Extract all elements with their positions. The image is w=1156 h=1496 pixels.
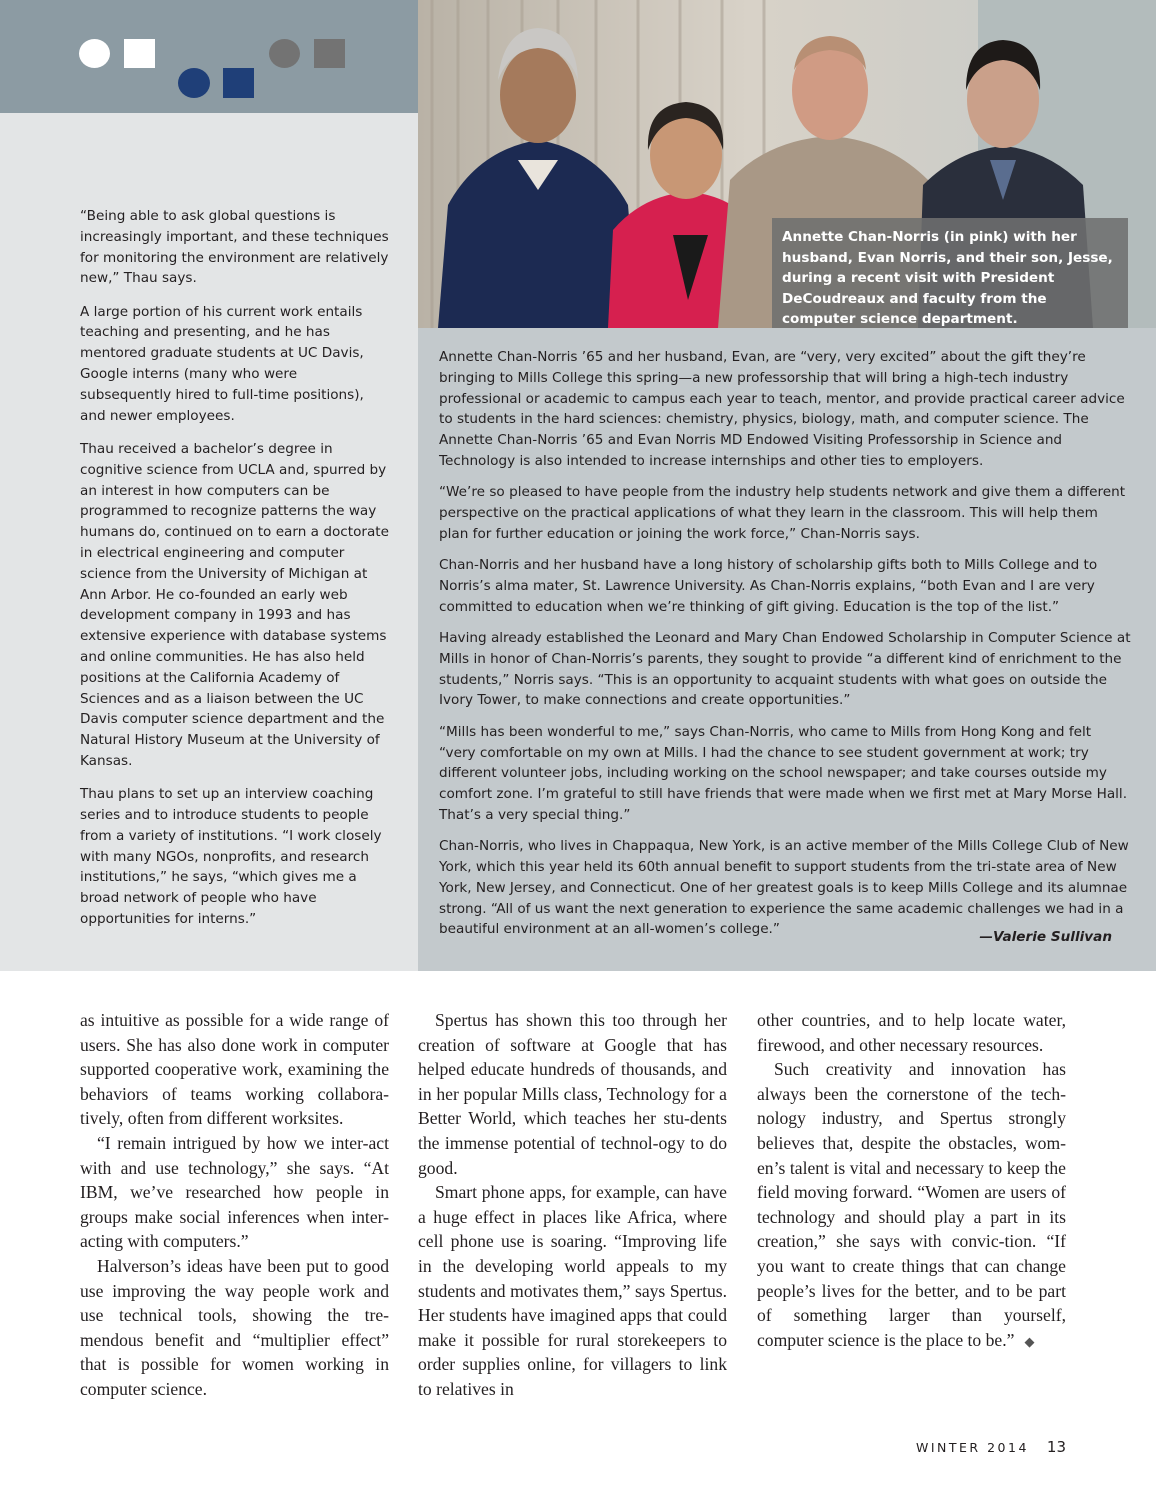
article-paragraph: other countries, and to help locate water, firewood, and other necessary resources. (757, 1010, 1066, 1055)
gray-circle-shape (269, 39, 300, 68)
article-paragraph: Spertus has shown this too through her creation of software at Google that has helped educate hundreds of thousands, and in her popular Mills class, Technology for a Better World, which teaches her stu-dents the immense potential of technol-ogy to do good. (418, 1010, 727, 1178)
feature-paragraph: Chan-Norris and her husband have a long history of scholarship gifts both to Mills College and to Norris’s alma mater, St. Lawrence University. As Chan-Norris explains, “both Evan and I are very committed to education when we’re thinking of gift giving. Education is the top of the list.” (439, 557, 1098, 615)
white-circle-shape (79, 39, 110, 68)
sidebar-paragraph: “Being able to ask global questions is increasingly important, and these techniques for monitoring the environment are relatively new,” Thau says. (80, 208, 389, 287)
feature-paragraph: “We’re so pleased to have people from the industry help students network and give them a different perspective on the practical applications of what they learn in the classroom. This will help them plan for further education or joining the work force,” Chan-Norris says. (439, 484, 1126, 542)
article-paragraph: Halverson’s ideas have been put to good use improving the way people work and use technical tools, showing the tre-mendous benefit and “multiplier effect” that is possible for women working in computer science. (80, 1255, 389, 1399)
sidebar-paragraph: A large portion of his current work entails teaching and presenting, and he has mentored graduate students at UC Davis, Google interns (many who were subsequently hired to full-time positions), and newer employees. (80, 303, 364, 424)
gray-square-shape (314, 39, 345, 68)
article-column-2 (418, 1008, 727, 1402)
issue-label: WINTER 2014 (916, 1440, 1029, 1455)
page-footer (860, 1437, 1066, 1456)
navy-square-shape (223, 68, 254, 98)
article-paragraph (757, 1057, 1066, 1354)
sidebar-paragraph: Thau received a bachelor’s degree in cognitive science from UCLA and, spurred by an interest in how computers can be programmed to recognize patterns the way humans do, continued on to earn a doctorate in electrical engineering and computer science from the University of Michigan at Ann Arbor. He co-founded an early web development company in 1993 and has extensive experience with database systems and online communities. He has also held positions at the California Academy of Sciences and as a liaison between the UC Davis computer science department and the Natural History Museum at the University of Kansas. (80, 440, 389, 769)
photo-caption: Annette Chan-Norris (in pink) with her husband, Evan Norris, and their son, Jesse, during a recent visit with President DeCoudreaux and faculty from the computer science department. (782, 229, 1113, 327)
page-number: 13 (1046, 1438, 1066, 1456)
feature-paragraph: Annette Chan-Norris ’65 and her husband, Evan, are “very, very excited” about the gift they’re bringing to Mills College this spring—a new professorship that will bring a high-tech industry professional or academic to campus each year to teach, mentor, and provide practical career advice to students in the hard sciences: chemistry, physics, biology, math, and computer science. The Annette Chan-Norris ’65 and Evan Norris MD Endowed Visiting Professorship in Science and Technology is also intended to increase internships and other ties to employers. (439, 349, 1125, 469)
navy-circle-shape (178, 68, 210, 98)
header-band (0, 0, 418, 113)
article-column-1 (80, 1008, 389, 1402)
article-paragraph: “I remain intrigued by how we inter-act with and use technology,” she says. “At IBM, we’ve researched how people in groups make social inferences when inter-acting with computers.” (80, 1132, 389, 1252)
white-square-shape (124, 39, 155, 68)
sidebar-paragraph: Thau plans to set up an interview coaching series and to introduce students to people from a variety of institutions. “I work closely with many NGOs, nonprofits, and research institutions,” he says, “which gives me a broad network of people who have opportunities for interns.” (80, 786, 382, 927)
article-closing-text: Such creativity and innovation has always been the cornerstone of the tech-nology industry, and Spertus strongly believes that, despite the obstacles, wom-en’s talent is vital and necessary to keep the field moving forward. “Women are users of technology and should play a part in its creation,” she says with convic-tion. “If you want to create things that can change people’s lives for the better, and to be part of something larger than yourself, computer science is the place to be.” (757, 1059, 1066, 1350)
end-diamond-icon: ◆ (1024, 1333, 1035, 1349)
feature-text (439, 347, 1131, 951)
feature-byline: —Valerie Sullivan (979, 929, 1112, 945)
article-paragraph: as intuitive as possible for a wide range of users. She has also done work in computer supported cooperative work, examining the behaviors of teams working collabora-tively, often from different worksites. (80, 1010, 389, 1129)
feature-paragraph: “Mills has been wonderful to me,” says Chan-Norris, who came to Mills from Hong Kong and felt “very comfortable on my own at Mills. I had the chance to see student government at work; try different volunteer jobs, including working on the school newspaper; and take courses outside my comfort zone. I’m grateful to still have friends that were made when we first met at Mary Morse Hall. That’s a very special thing.” (439, 723, 1128, 823)
article-column-3 (757, 1008, 1066, 1354)
sidebar-text (80, 206, 390, 942)
article-paragraph: Smart phone apps, for example, can have a huge effect in places like Africa, where cell phone use is soaring. “Improving life in the developing world appeals to my students and motivates them,” says Spertus. Her students have imagined apps that could make it possible for rural storekeepers to order supplies online, for villagers to link to relatives in (418, 1182, 727, 1399)
feature-paragraph: Having already established the Leonard and Mary Chan Endowed Scholarship in Computer Science at Mills in honor of Chan-Norris’s parents, they sought to provide “a different kind of enrichment to the students,” Norris says. “This is an opportunity to acquaint students with what goes on outside the Ivory Tower, to make connections and create opportunities.” (439, 630, 1131, 709)
feature-paragraph: Chan-Norris, who lives in Chappaqua, New York, is an active member of the Mills College Club of New York, which this year held its 60th annual benefit to support students from the tri-state area of New York, New Jersey, and Connecticut. One of her greatest goals is to keep Mills College and its alumnae strong. “All of us want the next generation to experience the same academic challenges we had in a beautiful environment at an all-women’s college.” (439, 838, 1129, 938)
